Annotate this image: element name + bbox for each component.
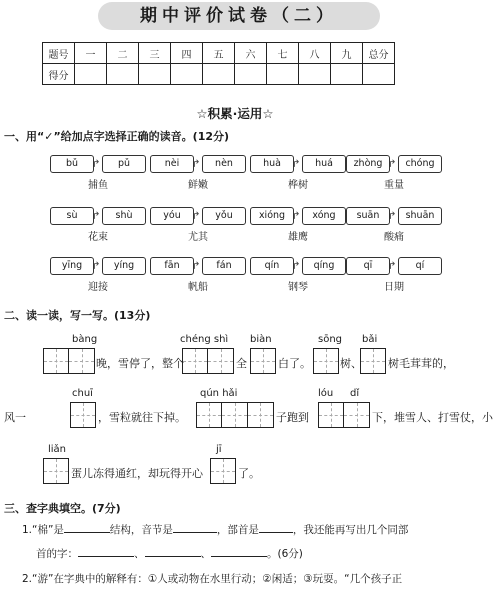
question-1-title: 一、用“✓”给加点字选择正确的读音。(12分) xyxy=(4,130,230,143)
score-header-cell: 三 xyxy=(139,43,171,64)
q3-text: 结构，音节是 xyxy=(109,524,173,536)
pinyin-hint: biàn xyxy=(250,334,272,345)
q3-text: 1.“棉”是 xyxy=(22,524,64,536)
pinyin-option[interactable]: nèi xyxy=(150,155,194,173)
score-header-cell: 九 xyxy=(331,43,363,64)
pinyin-option[interactable]: sù xyxy=(50,207,94,225)
score-cell[interactable] xyxy=(363,64,395,85)
word-label: 迎接 xyxy=(88,282,108,293)
question-2-title: 二、读一读，写一写。(13分) xyxy=(4,309,151,322)
score-cell[interactable] xyxy=(267,64,299,85)
hook-icon: ↱ xyxy=(292,211,301,222)
answer-blank[interactable] xyxy=(173,522,217,533)
hook-icon: ↱ xyxy=(192,159,201,170)
pinyin-option[interactable]: qín xyxy=(250,257,294,275)
q3-text: 首的字： xyxy=(36,548,78,560)
score-header-cell: 八 xyxy=(299,43,331,64)
score-cell[interactable] xyxy=(299,64,331,85)
hook-icon: ↱ xyxy=(388,159,397,170)
pinyin-option[interactable]: shuān xyxy=(398,207,442,225)
q3-text: 、 xyxy=(134,548,145,560)
writing-grid[interactable] xyxy=(43,458,69,484)
writing-grid[interactable] xyxy=(210,458,236,484)
pinyin-pair xyxy=(346,154,446,194)
q3-text: 。(6分) xyxy=(267,548,303,560)
q3-line-3: 2.“游”在字典中的解释有：①人或动物在水里行动；②闲适；③玩耍。“几个孩子正 xyxy=(22,573,403,585)
word-label: 桦树 xyxy=(288,180,308,191)
hook-icon: ↱ xyxy=(292,159,301,170)
hook-icon: ↱ xyxy=(92,159,101,170)
word-label: 日期 xyxy=(384,282,404,293)
pinyin-option[interactable]: huá xyxy=(302,155,346,173)
q3-text: ，部首是 xyxy=(216,524,259,536)
pinyin-option[interactable]: xóng xyxy=(302,207,346,225)
score-cell[interactable] xyxy=(139,64,171,85)
sentence-text: 蛋儿冻得通红，却玩得开心 xyxy=(71,467,203,480)
question-3-title: 三、查字典填空。(7分) xyxy=(4,502,121,515)
answer-blank[interactable] xyxy=(64,522,110,533)
score-header-cell: 四 xyxy=(171,43,203,64)
pinyin-pair xyxy=(50,206,150,246)
hook-icon: ↱ xyxy=(92,211,101,222)
writing-line-2 xyxy=(0,388,493,432)
hook-icon: ↱ xyxy=(388,211,397,222)
word-label: 鲜嫩 xyxy=(188,180,208,191)
pinyin-option[interactable]: fān xyxy=(150,257,194,275)
page-title: 期中评价试卷（二） xyxy=(140,6,338,26)
word-label: 钢琴 xyxy=(288,282,308,293)
score-cell[interactable] xyxy=(331,64,363,85)
sentence-text: 子跑到 xyxy=(276,411,309,424)
hook-icon: ↱ xyxy=(92,261,101,272)
pinyin-option[interactable]: qíng xyxy=(302,257,346,275)
pinyin-option[interactable]: chóng xyxy=(398,155,442,173)
sentence-text: 全 xyxy=(236,357,247,370)
hook-icon: ↱ xyxy=(192,261,201,272)
pinyin-pair xyxy=(150,206,250,246)
sentence-text: 风一 xyxy=(4,411,26,424)
pinyin-hint: qún hǎi xyxy=(200,388,238,399)
score-header-cell: 总分 xyxy=(363,43,395,64)
pinyin-option[interactable]: shù xyxy=(102,207,146,225)
score-cell[interactable] xyxy=(107,64,139,85)
q3-line-2 xyxy=(36,546,303,561)
hook-icon: ↱ xyxy=(388,261,397,272)
pinyin-option[interactable]: qí xyxy=(398,257,442,275)
pinyin-pair xyxy=(346,206,446,246)
score-cell[interactable] xyxy=(75,64,107,85)
pinyin-hint: sōng xyxy=(318,334,343,345)
pinyin-option[interactable]: bǔ xyxy=(50,155,94,173)
pinyin-pair xyxy=(250,154,350,194)
word-label: 重量 xyxy=(384,180,404,191)
q3-text: ，我还能再写出几个同部 xyxy=(292,524,409,536)
score-cell[interactable] xyxy=(171,64,203,85)
writing-grid[interactable] xyxy=(196,402,274,428)
score-header-cell: 六 xyxy=(235,43,267,64)
score-input-row xyxy=(43,64,395,85)
word-label: 雄鹰 xyxy=(288,232,308,243)
pinyin-option[interactable]: nèn xyxy=(202,155,246,173)
score-table xyxy=(42,42,395,85)
sentence-text: ，雪粒就往下掉。 xyxy=(98,411,186,424)
pinyin-pair xyxy=(150,154,250,194)
score-header-cell: 五 xyxy=(203,43,235,64)
sentence-text: 白了。 xyxy=(278,357,311,370)
answer-blank[interactable] xyxy=(78,546,134,557)
score-header-cell: 一 xyxy=(75,43,107,64)
pinyin-pair xyxy=(250,256,350,296)
sentence-text: 了。 xyxy=(238,467,260,480)
score-cell[interactable] xyxy=(235,64,267,85)
pinyin-hint: bǎi xyxy=(362,334,378,345)
writing-grid[interactable] xyxy=(318,402,370,428)
pinyin-option[interactable]: yóu xyxy=(150,207,194,225)
score-header-cell: 题号 xyxy=(43,43,75,64)
answer-blank[interactable] xyxy=(211,546,267,557)
q3-text: 、 xyxy=(200,548,211,560)
writing-grid[interactable] xyxy=(70,402,96,428)
sentence-text: 下，堆雪人、打雪仗，小 xyxy=(372,411,493,424)
answer-blank[interactable] xyxy=(145,546,201,557)
section-title: ☆积累·运用☆ xyxy=(196,106,274,121)
pinyin-pair xyxy=(250,206,350,246)
writing-grid[interactable] xyxy=(313,348,339,374)
pinyin-hint: lóu xyxy=(318,388,334,399)
sentence-text: 晚，雪停了，整个 xyxy=(96,357,184,370)
score-header-cell: 二 xyxy=(107,43,139,64)
writing-grid[interactable] xyxy=(182,348,234,374)
pinyin-option[interactable]: fán xyxy=(202,257,246,275)
word-label: 帆船 xyxy=(188,282,208,293)
pinyin-option[interactable]: yīng xyxy=(50,257,94,275)
hook-icon: ↱ xyxy=(292,261,301,272)
word-label: 花束 xyxy=(88,232,108,243)
pinyin-option[interactable]: xióng xyxy=(250,207,294,225)
word-label: 尤其 xyxy=(188,232,208,243)
pinyin-option[interactable]: suān xyxy=(346,207,390,225)
score-header-row xyxy=(43,43,395,64)
writing-line-3 xyxy=(0,444,470,488)
score-cell[interactable] xyxy=(203,64,235,85)
pinyin-option[interactable]: yǒu xyxy=(202,207,246,225)
word-label: 捕鱼 xyxy=(88,180,108,191)
q3-line-1 xyxy=(22,522,408,537)
pinyin-hint: chuī xyxy=(72,388,93,399)
sentence-text: 树、 xyxy=(340,357,362,370)
pinyin-option[interactable]: pǔ xyxy=(102,155,146,173)
pinyin-option[interactable]: qī xyxy=(346,257,390,275)
pinyin-option[interactable]: zhòng xyxy=(346,155,390,173)
hook-icon: ↱ xyxy=(192,211,201,222)
sentence-text: 树毛茸茸的， xyxy=(388,357,454,370)
pinyin-pair xyxy=(150,256,250,296)
pinyin-pair xyxy=(50,256,150,296)
pinyin-hint: bàng xyxy=(72,334,98,345)
pinyin-hint: jī xyxy=(216,444,222,455)
score-header-cell: 七 xyxy=(267,43,299,64)
score-row-label: 得分 xyxy=(43,64,75,85)
pinyin-hint: chéng shì xyxy=(180,334,229,345)
pinyin-hint: dǐ xyxy=(350,388,360,399)
pinyin-pair xyxy=(50,154,150,194)
writing-line-1 xyxy=(0,334,470,378)
pinyin-option[interactable]: yíng xyxy=(102,257,146,275)
pinyin-hint: liǎn xyxy=(48,444,67,455)
pinyin-pair xyxy=(346,256,446,296)
word-label: 酸痛 xyxy=(384,232,404,243)
answer-blank[interactable] xyxy=(259,522,293,533)
writing-grid[interactable] xyxy=(43,348,95,374)
writing-grid[interactable] xyxy=(360,348,386,374)
writing-grid[interactable] xyxy=(250,348,276,374)
pinyin-option[interactable]: huà xyxy=(250,155,294,173)
